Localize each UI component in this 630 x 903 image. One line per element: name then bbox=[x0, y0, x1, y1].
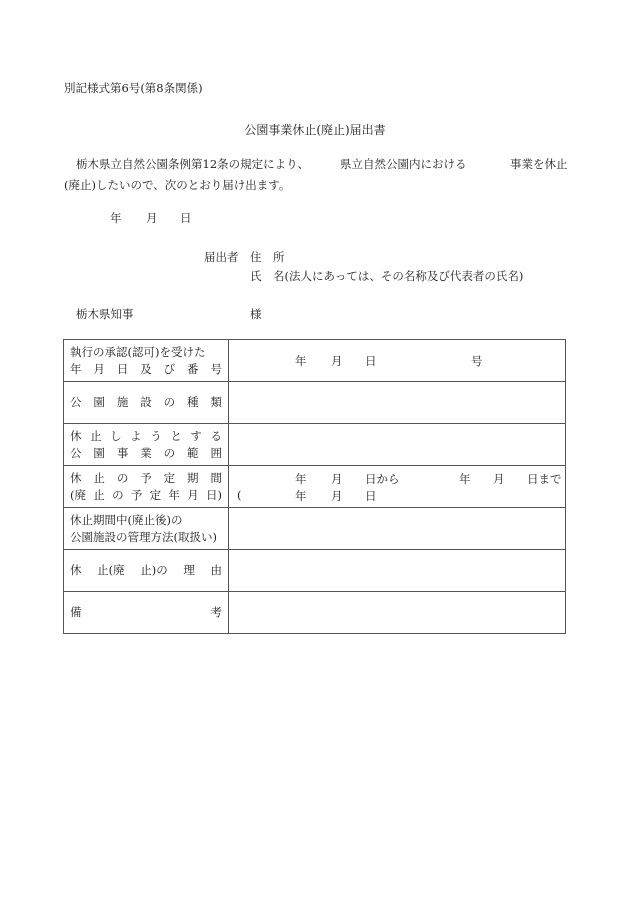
date-month: 月 bbox=[146, 211, 158, 225]
body-text-part3: 事業を休止 bbox=[510, 157, 568, 171]
label-char: 止 bbox=[93, 487, 105, 502]
field-from: 日から bbox=[365, 472, 400, 486]
label-char: 止 bbox=[90, 428, 102, 443]
date-day: 日 bbox=[180, 211, 192, 225]
label-line: 公園施設の管理方法(取扱い) bbox=[70, 529, 217, 544]
table-row bbox=[64, 340, 566, 382]
label-char: 備 bbox=[70, 605, 82, 619]
label-char: 考 bbox=[210, 605, 222, 619]
label-char: 範 bbox=[187, 445, 199, 460]
label-char: 類 bbox=[210, 395, 222, 409]
label-line: 休止期間中(廃止後)の bbox=[70, 512, 183, 527]
label-char: 公 bbox=[70, 395, 82, 409]
field-day: 日 bbox=[365, 354, 377, 368]
body-text-part1: 栃木県立自然公園条例第12条の規定により、 bbox=[76, 157, 310, 171]
field-year: 年 bbox=[295, 489, 307, 503]
label-char: 休 bbox=[70, 470, 82, 485]
label-char: 月 bbox=[187, 487, 199, 502]
label-char: 号 bbox=[210, 361, 222, 376]
label-line-justified bbox=[70, 361, 222, 378]
label-char: 月 bbox=[93, 361, 105, 376]
label-char: 定 bbox=[163, 470, 176, 485]
label-char: 定 bbox=[149, 487, 162, 502]
field-day: 日 bbox=[365, 489, 377, 503]
remarks-field[interactable] bbox=[229, 592, 566, 634]
addressee-name: 栃木県知事 bbox=[76, 307, 134, 321]
applicant-label: 届出者 bbox=[204, 250, 239, 264]
row-label-approval-date bbox=[64, 340, 229, 382]
label-char: 日 bbox=[116, 361, 129, 376]
label-char: 事 bbox=[116, 445, 129, 460]
facility-type-field[interactable] bbox=[229, 382, 566, 424]
date-year: 年 bbox=[110, 211, 122, 225]
label-char: す bbox=[190, 428, 202, 443]
label-char: の bbox=[163, 445, 176, 460]
field-year: 年 bbox=[295, 472, 307, 486]
table-row bbox=[64, 382, 566, 424]
label-char: 予 bbox=[130, 487, 143, 502]
row-label-business-scope bbox=[64, 424, 229, 466]
label-char: 止 bbox=[93, 470, 105, 485]
label-char: 理 bbox=[183, 563, 195, 577]
approval-date-field[interactable] bbox=[229, 340, 566, 382]
row-label-facility-type bbox=[64, 382, 229, 424]
field-year: 年 bbox=[295, 354, 307, 368]
body-text-line2: (廃止)したいので、次のとおり届け出ます。 bbox=[64, 178, 291, 192]
label-char: 種 bbox=[187, 395, 199, 409]
label-char: 及 bbox=[140, 361, 152, 376]
label-char: の bbox=[163, 395, 176, 409]
row-label-remarks bbox=[64, 592, 229, 634]
table-row bbox=[64, 592, 566, 634]
form-title: 公園事業休止(廃止)届出書 bbox=[244, 123, 386, 137]
addressee-honorific: 様 bbox=[250, 307, 262, 321]
label-char: 日) bbox=[205, 487, 222, 502]
field-number: 号 bbox=[471, 354, 483, 368]
label-char: 年 bbox=[168, 487, 180, 502]
table-row bbox=[64, 424, 566, 466]
field-paren: ( bbox=[237, 488, 242, 502]
field-until: 日まで bbox=[527, 472, 562, 486]
body-text-part2: 県立自然公園内における bbox=[340, 157, 467, 171]
label-char: 番 bbox=[187, 361, 199, 376]
field-month: 月 bbox=[331, 489, 343, 503]
label-char: 予 bbox=[140, 470, 152, 485]
business-scope-field[interactable] bbox=[229, 424, 566, 466]
label-char: 止(廃 bbox=[97, 563, 125, 577]
label-char: う bbox=[150, 428, 162, 443]
label-char: 止)の bbox=[140, 563, 168, 577]
label-char: 業 bbox=[140, 445, 152, 460]
label-char: 休 bbox=[70, 428, 82, 443]
field-month: 月 bbox=[331, 354, 343, 368]
label-char: と bbox=[170, 428, 182, 443]
table-row bbox=[64, 466, 566, 508]
label-char: 園 bbox=[93, 445, 105, 460]
table-row bbox=[64, 508, 566, 550]
label-char: 期 bbox=[187, 470, 199, 485]
row-label-reason bbox=[64, 550, 229, 592]
row-label-management-method bbox=[64, 508, 229, 550]
label-char: る bbox=[210, 428, 222, 443]
label-char: び bbox=[163, 361, 176, 376]
field-month: 月 bbox=[331, 472, 343, 486]
field-year: 年 bbox=[459, 472, 471, 486]
label-char: 公 bbox=[70, 445, 82, 460]
label-char: 囲 bbox=[210, 445, 222, 460]
label-char: の bbox=[112, 487, 124, 502]
label-line: 執行の承認(認可)を受けた bbox=[70, 344, 206, 359]
label-char: 年 bbox=[70, 361, 82, 376]
label-char: の bbox=[116, 470, 129, 485]
field-month: 月 bbox=[493, 472, 505, 486]
label-char: よ bbox=[130, 428, 142, 443]
label-char: 設 bbox=[140, 395, 152, 409]
label-char: (廃 bbox=[70, 487, 86, 502]
address-label: 住 所 bbox=[250, 250, 285, 264]
label-char: 由 bbox=[210, 563, 222, 577]
label-char: 間 bbox=[210, 470, 222, 485]
label-char: 園 bbox=[93, 395, 105, 409]
form-table bbox=[63, 339, 566, 634]
name-label: 氏 名(法人にあっては、その名称及び代表者の氏名) bbox=[250, 269, 524, 283]
row-label-suspension-period bbox=[64, 466, 229, 508]
label-char: 施 bbox=[116, 395, 129, 409]
table-row bbox=[64, 550, 566, 592]
label-char: 休 bbox=[70, 563, 82, 577]
reason-field[interactable] bbox=[229, 550, 566, 592]
suspension-period-field[interactable] bbox=[229, 466, 566, 508]
label-char: し bbox=[110, 428, 122, 443]
form-number: 別記様式第6号(第8条関係) bbox=[64, 81, 203, 95]
management-method-field[interactable] bbox=[229, 508, 566, 550]
